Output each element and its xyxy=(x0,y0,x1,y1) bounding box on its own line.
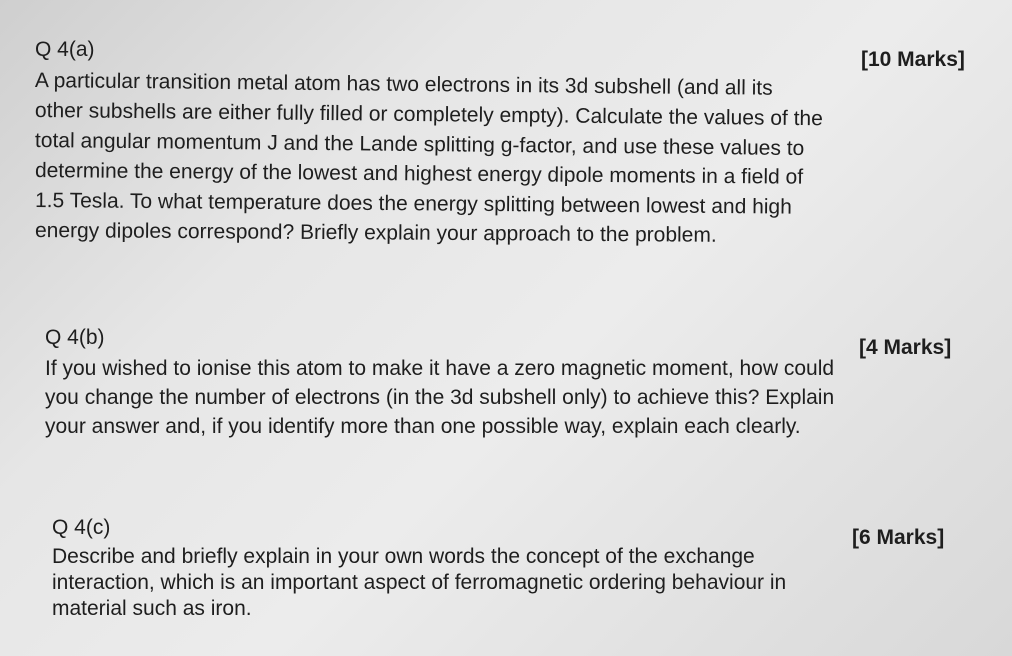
text-line: material such as iron. xyxy=(52,597,252,620)
question-header xyxy=(35,38,985,71)
question-text xyxy=(45,354,975,441)
text-line: other subshells are either fully filled or completely empty). Calculate the values of the xyxy=(34,99,823,131)
text-line: Describe and briefly explain in your own words the concept of the exchange xyxy=(52,545,755,568)
text-line: interaction, which is an important aspect of ferromagnetic ordering behaviour in xyxy=(52,571,787,594)
text-line: determine the energy of the lowest and highest energy dipole moments in a field of xyxy=(34,159,804,189)
question-text xyxy=(35,66,985,246)
text-line: energy dipoles correspond? Briefly explain your approach to the problem. xyxy=(34,219,717,247)
question-label: Q 4(c) xyxy=(52,516,111,539)
question-header xyxy=(45,326,975,359)
marks-badge: [6 Marks] xyxy=(852,526,945,549)
question-header xyxy=(52,516,962,549)
question-text xyxy=(52,544,962,622)
question-4a xyxy=(35,38,985,246)
marks-badge: [4 Marks] xyxy=(859,336,952,359)
text-line: your answer and, if you identify more than one possible way, explain each clearly. xyxy=(45,415,801,438)
text-line: you change the number of electrons (in the 3d subshell only) to achieve this? Explain xyxy=(45,386,835,409)
text-line: If you wished to ionise this atom to make it have a zero magnetic moment, how could xyxy=(45,357,835,380)
question-4c xyxy=(52,516,962,622)
question-4b xyxy=(45,326,975,441)
text-line: total angular momentum J and the Lande splitting g-factor, and use these values to xyxy=(34,129,805,161)
question-label: Q 4(a) xyxy=(35,38,95,61)
question-label: Q 4(b) xyxy=(45,326,105,349)
text-line: 1.5 Tesla. To what temperature does the energy splitting between lowest and high xyxy=(34,189,792,219)
text-line: A particular transition metal atom has two electrons in its 3d subshell (and all its xyxy=(34,69,773,100)
marks-badge: [10 Marks] xyxy=(861,48,965,71)
